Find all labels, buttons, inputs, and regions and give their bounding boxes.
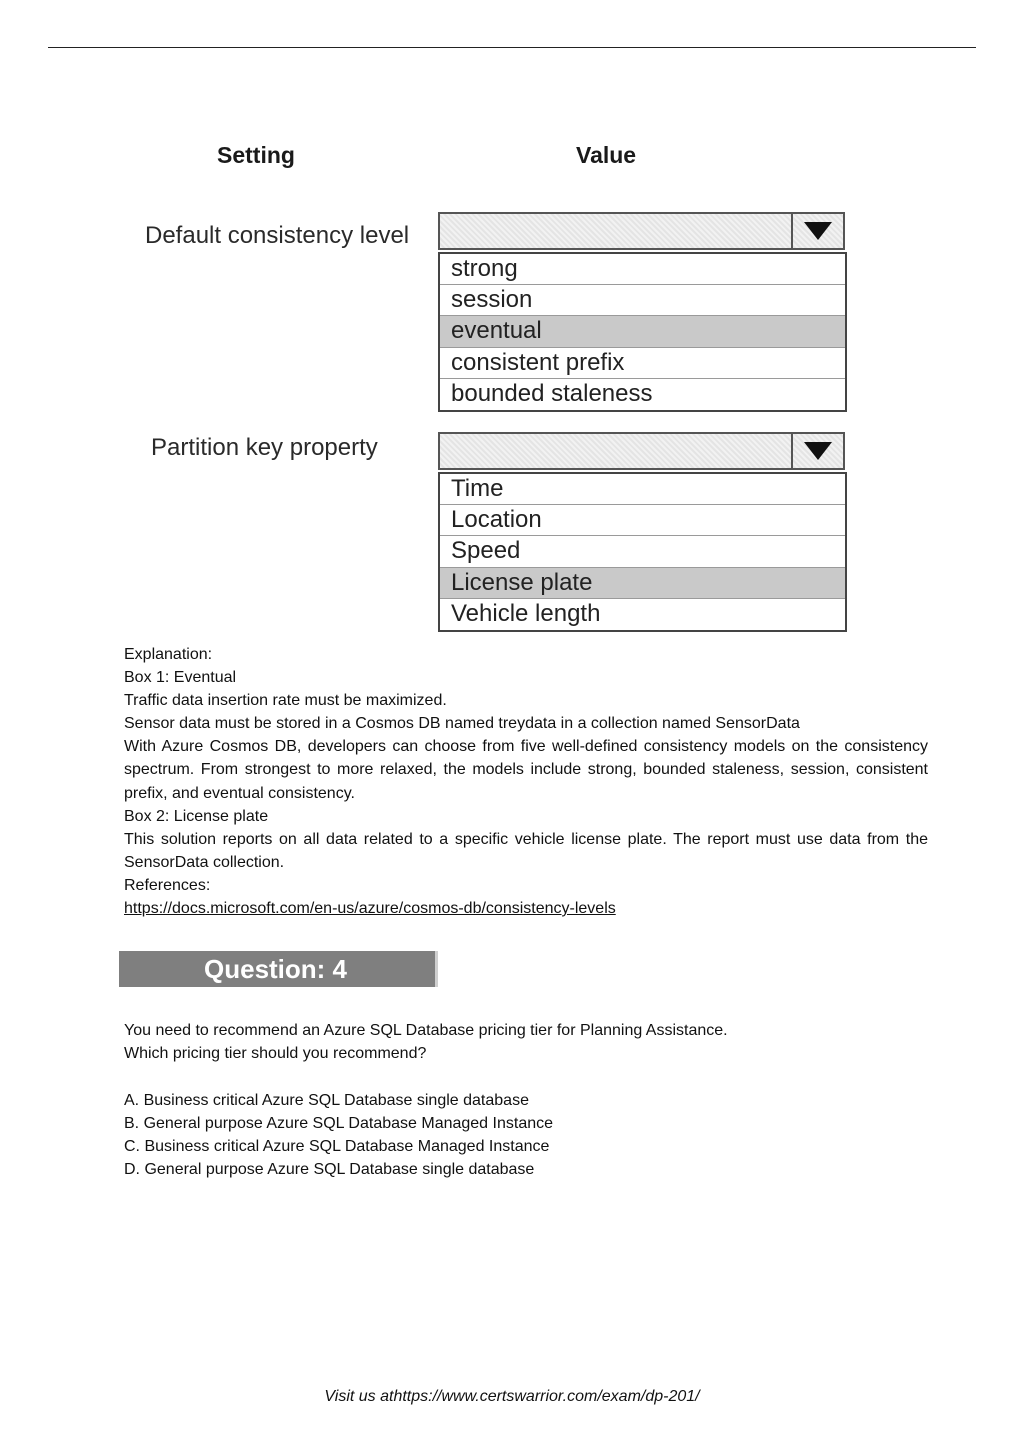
references-label: References: — [124, 876, 211, 894]
option-consistent-prefix[interactable]: consistent prefix — [440, 348, 845, 379]
reference-link[interactable]: https://docs.microsoft.com/en-us/azure/cosmos-db/consistency-levels — [124, 900, 616, 918]
consistency-level-label: Default consistency level — [145, 222, 410, 249]
partition-key-options — [438, 472, 847, 632]
value-column-header: Value — [576, 142, 637, 168]
top-divider — [48, 47, 976, 48]
option-eventual[interactable]: eventual — [440, 316, 845, 347]
option-time[interactable]: Time — [440, 474, 845, 505]
box1-requirement-1: Traffic data insertion rate must be maximized. — [124, 692, 447, 710]
option-license-plate[interactable]: License plate — [440, 568, 845, 599]
answer-options — [124, 1089, 928, 1181]
chevron-down-icon — [804, 442, 832, 460]
page-footer: Visit us athttps://www.certswarrior.com/exam/dp-201/ — [324, 1388, 700, 1405]
chevron-down-icon — [804, 222, 832, 240]
option-session[interactable]: session — [440, 285, 845, 316]
answer-option-a[interactable]: A. Business critical Azure SQL Database single database — [124, 1092, 529, 1109]
question-line-1: You need to recommend an Azure SQL Database pricing tier for Planning Assistance. — [124, 1022, 728, 1039]
box1-title: Box 1: Eventual — [124, 669, 237, 687]
box1-requirement-2: Sensor data must be stored in a Cosmos DB named treydata in a collection named SensorData — [124, 715, 800, 733]
setting-column-header: Setting — [217, 142, 295, 168]
option-location[interactable]: Location — [440, 505, 845, 536]
answer-option-d[interactable]: D. General purpose Azure SQL Database single database — [124, 1161, 535, 1179]
answer-option-c[interactable]: C. Business critical Azure SQL Database Managed Instance — [124, 1138, 550, 1156]
option-strong[interactable]: strong — [440, 254, 845, 285]
question-prompt — [124, 1019, 928, 1065]
option-vehicle-length[interactable]: Vehicle length — [451, 599, 601, 627]
partition-key-label: Partition key property — [151, 434, 378, 461]
option-speed[interactable]: Speed — [440, 536, 845, 567]
box2-paragraph: This solution reports on all data related to a specific vehicle license plate. The report must use data from the SensorData collection. — [124, 830, 928, 871]
box2-title: Box 2: License plate — [124, 807, 269, 825]
question-line-2: Which pricing tier should you recommend? — [124, 1045, 427, 1063]
consistency-level-options — [438, 252, 847, 412]
partition-key-dropdown[interactable] — [438, 432, 845, 470]
option-bounded-staleness[interactable]: bounded staleness — [451, 379, 653, 407]
explanation-section — [124, 643, 928, 920]
question-number: Question: 4 — [204, 954, 348, 984]
box1-paragraph: With Azure Cosmos DB, developers can choose from five well-defined consistency models on the consistency spectrum. From strongest to more relaxed, the models include strong, bounded staleness, session, consistent prefix, and eventual consistency. — [124, 738, 928, 802]
answer-option-b[interactable]: B. General purpose Azure SQL Database Managed Instance — [124, 1115, 554, 1133]
question-banner — [119, 951, 438, 987]
consistency-level-dropdown[interactable] — [438, 212, 845, 250]
explanation-heading: Explanation: — [124, 646, 213, 663]
dropdown-toggle[interactable] — [791, 434, 843, 468]
dropdown-toggle[interactable] — [791, 214, 843, 248]
